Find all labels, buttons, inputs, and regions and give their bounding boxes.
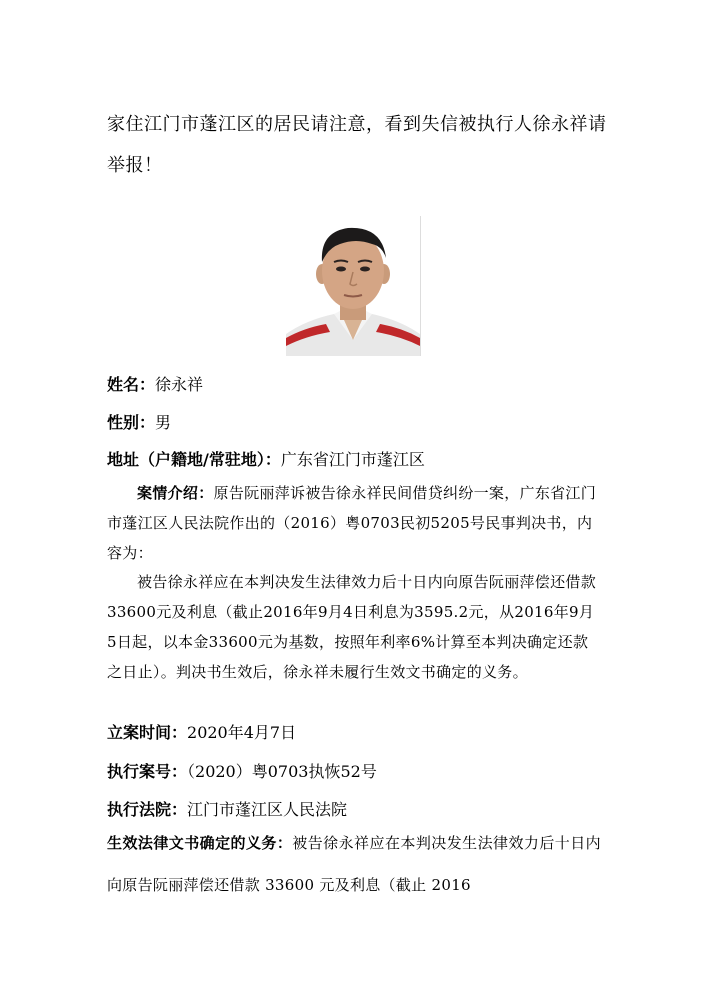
filing-row — [107, 720, 296, 743]
name-row — [107, 372, 203, 395]
address-value: 广东省江门市蓬江区 — [280, 450, 425, 469]
case-number-value: （2020）粤0703执恢52号 — [187, 762, 377, 781]
court-row — [107, 797, 347, 820]
filing-label: 立案时间： — [107, 723, 188, 742]
case-intro — [107, 478, 601, 568]
obligation-paragraph — [107, 822, 601, 906]
gender-value: 男 — [155, 413, 172, 432]
case-intro-label: 案情介绍： — [137, 484, 214, 502]
address-label: 地址（户籍地/常驻地）： — [107, 450, 281, 469]
case-intro-text: 原告阮丽萍诉被告徐永祥民间借贷纠纷一案，广东省江门市蓬江区人民法院作出的（2016）粤0703民初5205号民事判决书，内容为： — [107, 484, 597, 562]
case-number-label: 执行案号： — [107, 762, 188, 781]
court-value: 江门市蓬江区人民法院 — [187, 800, 348, 819]
case-number-row — [107, 759, 377, 782]
notice-heading: 家住江门市蓬江区的居民请注意，看到失信被执行人徐永祥请举报！ — [107, 114, 607, 176]
gender-row — [107, 410, 171, 433]
name-value: 徐永祥 — [155, 375, 204, 394]
judgment-text: 被告徐永祥应在本判决发生法律效力后十日内向原告阮丽萍偿还借款33600元及利息（截止2016年9月4日利息为3595.2元，从2016年9月5日起，以本金33600元为基数，按照年利率6%计算至本判决确定还款之日止）。判决书生效后，徐永祥未履行生效文书确定的义务。 — [107, 573, 597, 681]
person-photo — [286, 216, 421, 356]
obligation-text: 被告徐永祥应在本判决发生法律效力后十日内向原告阮丽萍偿还借款 33600 元及利息（截止 2016 — [107, 834, 601, 894]
name-label: 姓名： — [107, 375, 156, 394]
obligation-label: 生效法律文书确定的义务： — [107, 834, 293, 852]
address-row — [107, 447, 425, 470]
court-label: 执行法院： — [107, 800, 188, 819]
filing-date: 2020年4月7日 — [187, 723, 297, 742]
gender-label: 性别： — [107, 413, 156, 432]
